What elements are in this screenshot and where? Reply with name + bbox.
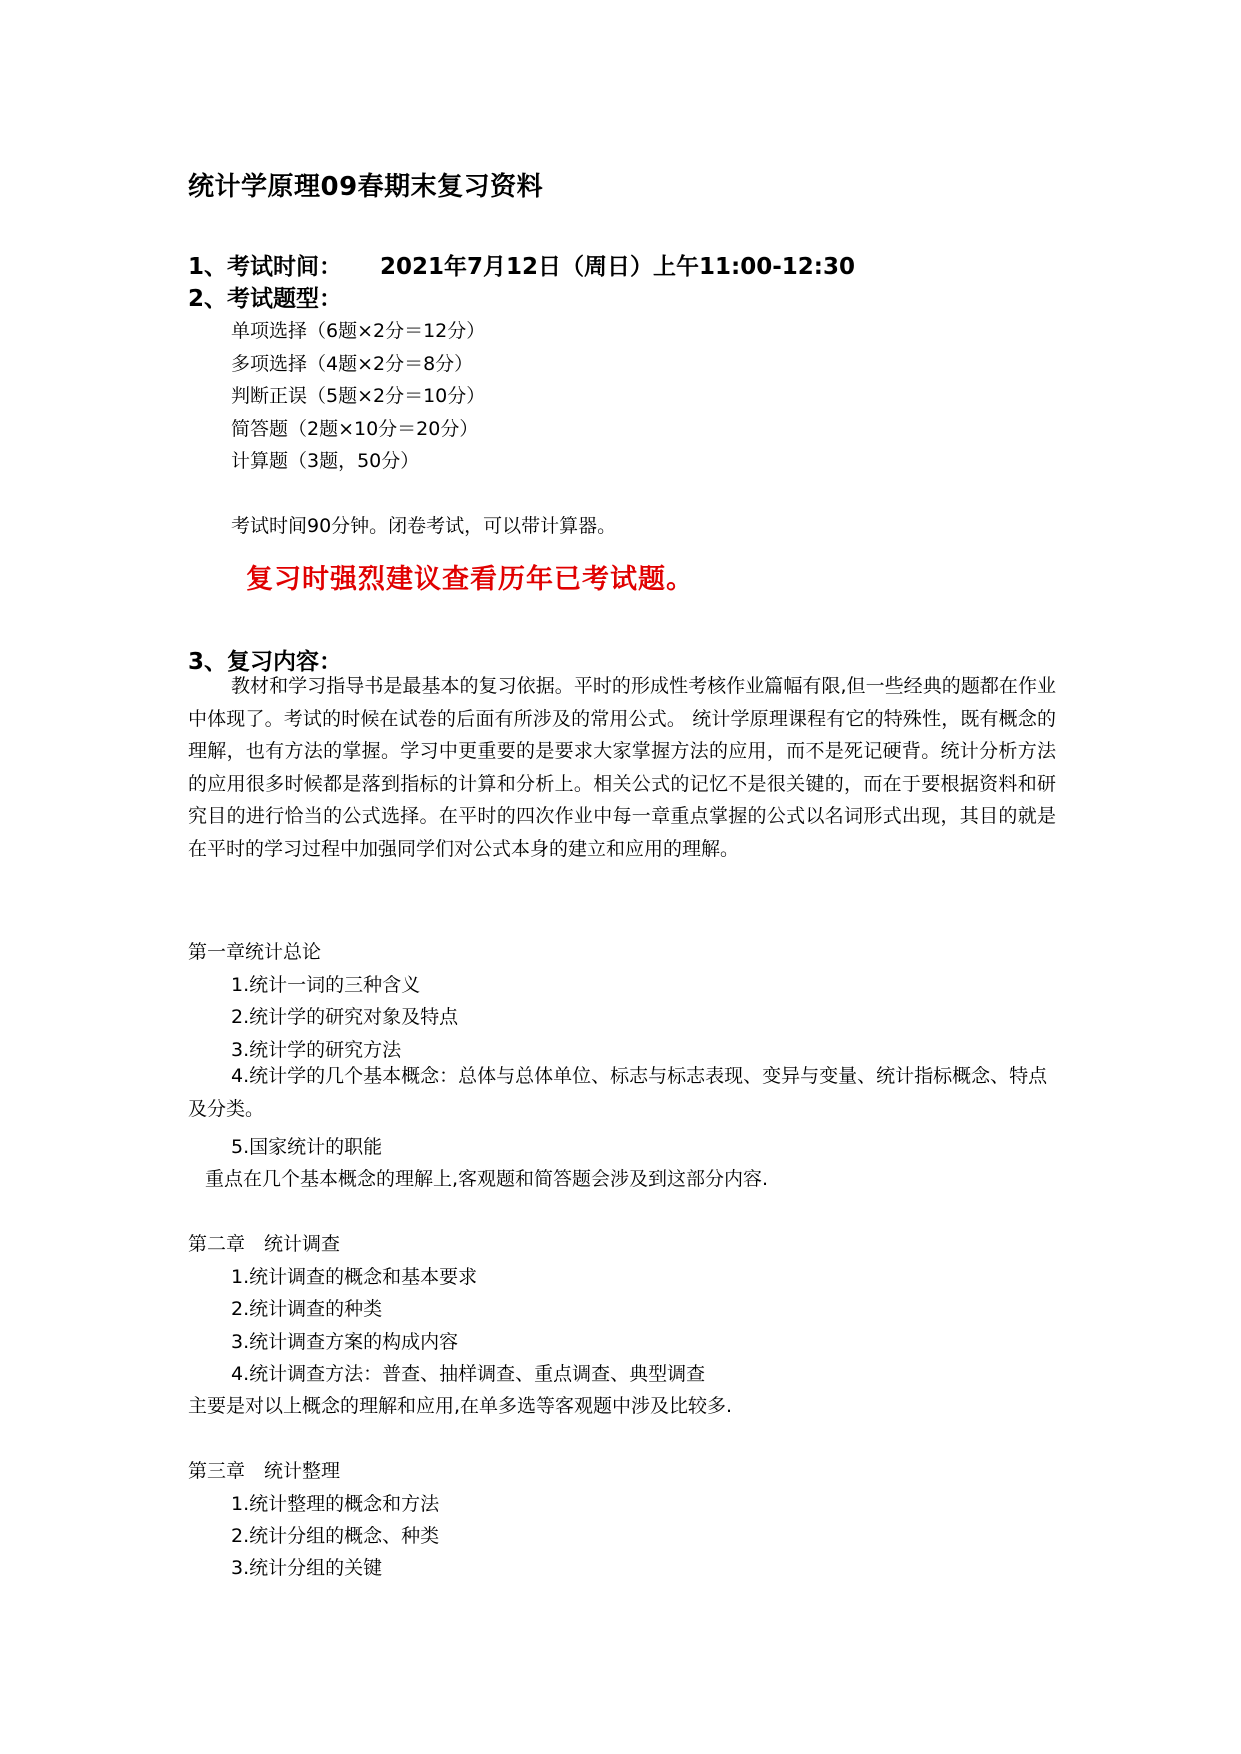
chapter3-item: 2.统计分组的概念、种类 — [231, 1525, 440, 1547]
chapter2-item: 1.统计调查的概念和基本要求 — [231, 1266, 478, 1288]
chapter2-title: 第二章 统计调查 — [188, 1233, 341, 1255]
chapter1-title: 第一章统计总论 — [188, 941, 322, 963]
question-type-item: 判断正误（5题×2分＝10分） — [231, 385, 486, 407]
chapter1-note: 重点在几个基本概念的理解上,客观题和简答题会涉及到这部分内容. — [205, 1168, 769, 1190]
chapter1-item: 3.统计学的研究方法 — [231, 1039, 402, 1061]
chapter1-item: 5.国家统计的职能 — [231, 1136, 383, 1158]
document-title: 统计学原理09春期末复习资料 — [188, 172, 544, 202]
section1-heading: 1、考试时间： — [188, 254, 343, 280]
chapter1-item: 1.统计一词的三种含义 — [231, 974, 421, 996]
section2-heading: 2、考试题型： — [188, 286, 343, 312]
question-type-item: 单项选择（6题×2分＝12分） — [231, 320, 486, 342]
chapter3-item: 3.统计分组的关键 — [231, 1557, 383, 1579]
chapter2-item: 4.统计调查方法：普查、抽样调查、重点调查、典型调查 — [231, 1363, 706, 1385]
review-paragraph: 教材和学习指导书是最基本的复习依据。平时的形成性考核作业篇幅有限,但一些经典的题都在作业中体现了。考试的时候在试卷的后面有所涉及的常用公式。 统计学原理课程有它的特殊性，既有概念的理解，也有方法的掌握。学习中更重要的是要求大家掌握方法的应用，而不是死记硬背。统计分析方法的应用很多时候都是落到指标的计算和分析上。相关公式的记忆不是很关键的，而在于要根据资料和研究目的进行恰当的公式选择。在平时的四次作业中每一章重点掌握的公式以名词形式出现，其目的就是在平时的学习过程中加强同学们对公式本身的建立和应用的理解。 — [188, 675, 1056, 860]
chapter3-item: 1.统计整理的概念和方法 — [231, 1493, 440, 1515]
question-type-item: 简答题（2题×10分＝20分） — [231, 418, 479, 440]
chapter3-title: 第三章 统计整理 — [188, 1460, 341, 1482]
chapter2-note: 主要是对以上概念的理解和应用,在单多选等客观题中涉及比较多. — [188, 1395, 733, 1417]
review-highlight: 复习时强烈建议查看历年已考试题。 — [246, 564, 694, 595]
question-type-item: 多项选择（4题×2分＝8分） — [231, 353, 474, 375]
chapter2-item: 2.统计调查的种类 — [231, 1298, 383, 1320]
exam-note: 考试时间90分钟。闭卷考试，可以带计算器。 — [231, 515, 617, 537]
chapter1-item: 2.统计学的研究对象及特点 — [231, 1006, 459, 1028]
chapter2-item: 3.统计调查方案的构成内容 — [231, 1331, 459, 1353]
section3-heading: 3、复习内容： — [188, 649, 343, 675]
exam-time-value: 2021年7月12日（周日）上午11:00-12:30 — [380, 254, 855, 280]
chapter1-item: 4.统计学的几个基本概念：总体与总体单位、标志与标志表现、变异与变量、统计指标概念、特点及分类。 — [188, 1065, 1048, 1120]
question-type-item: 计算题（3题，50分） — [231, 450, 420, 472]
